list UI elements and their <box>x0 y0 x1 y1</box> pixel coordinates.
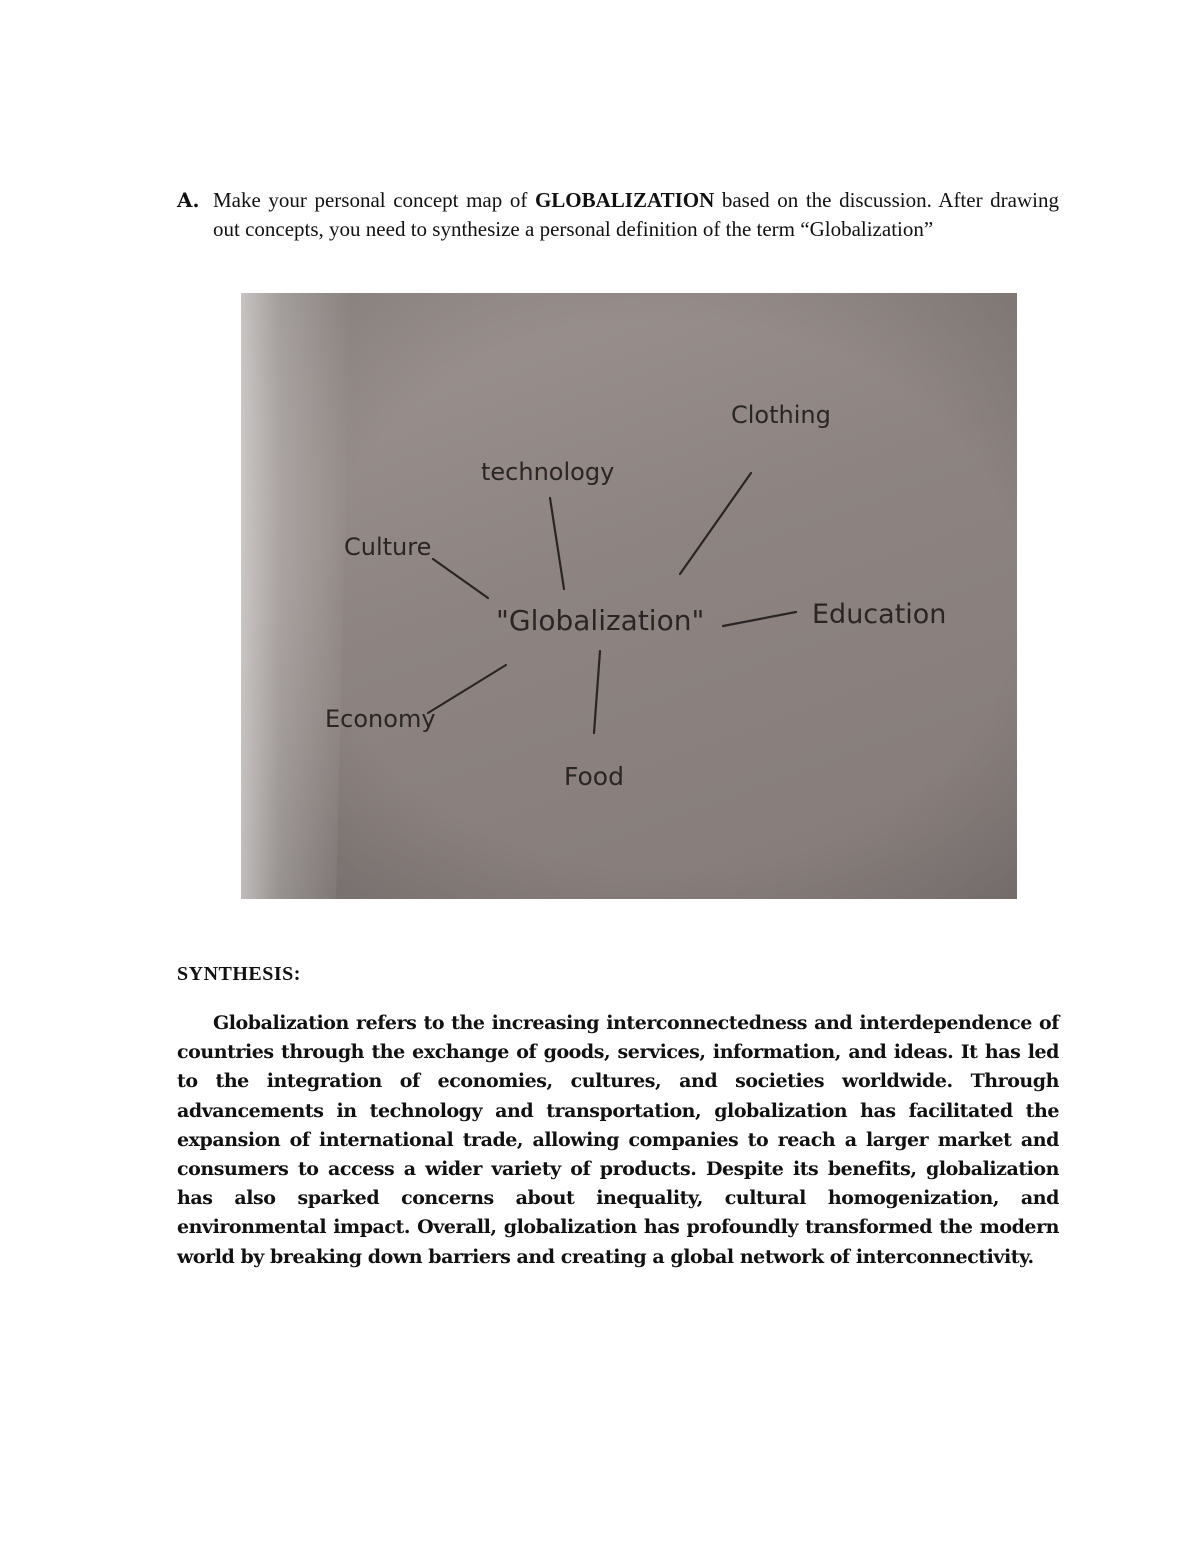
instruction-text <box>213 186 1059 244</box>
light-glare <box>241 293 351 899</box>
concept-node-economy: Economy <box>325 705 436 733</box>
concept-map-drawing <box>241 293 1017 899</box>
synthesis-heading: SYNTHESIS: <box>177 963 301 985</box>
concept-node-food: Food <box>564 762 624 791</box>
list-marker: A. <box>177 188 200 212</box>
instruction-item <box>177 186 1059 244</box>
photo-shading <box>241 293 1017 899</box>
synthesis-paragraph: Globalization refers to the increasing interconnectedness and interdependence of countries through the exchange of goods, services, information, and ideas. It has led to the integration of economies, cultures, and societies worldwide. Through advancements in technology and transportation, globalization has facilitated the expansion of international trade, allowing companies to reach a larger market and consumers to access a wider variety of products. Despite its benefits, globalization has also sparked concerns about inequality, cultural homogenization, and environmental impact. Overall, globalization has profoundly transformed the modern world by breaking down barriers and creating a global network of interconnectivity. <box>177 1012 1059 1268</box>
concept-node-culture: Culture <box>344 533 432 561</box>
concept-node-education: Education <box>812 599 947 630</box>
instruction-emphasis: GLOBALIZATION <box>534 188 715 212</box>
concept-node-clothing: Clothing <box>731 401 831 429</box>
concept-node-technology: technology <box>481 458 615 486</box>
instruction-text-after: based on the discussion. After drawing out concepts, you need to synthesize a personal definition of the term “Globalization” <box>213 188 1059 241</box>
concept-map-photo <box>241 293 1017 899</box>
concept-center: "Globalization" <box>496 604 705 637</box>
instruction-text-before: Make your personal concept map of <box>213 188 535 212</box>
